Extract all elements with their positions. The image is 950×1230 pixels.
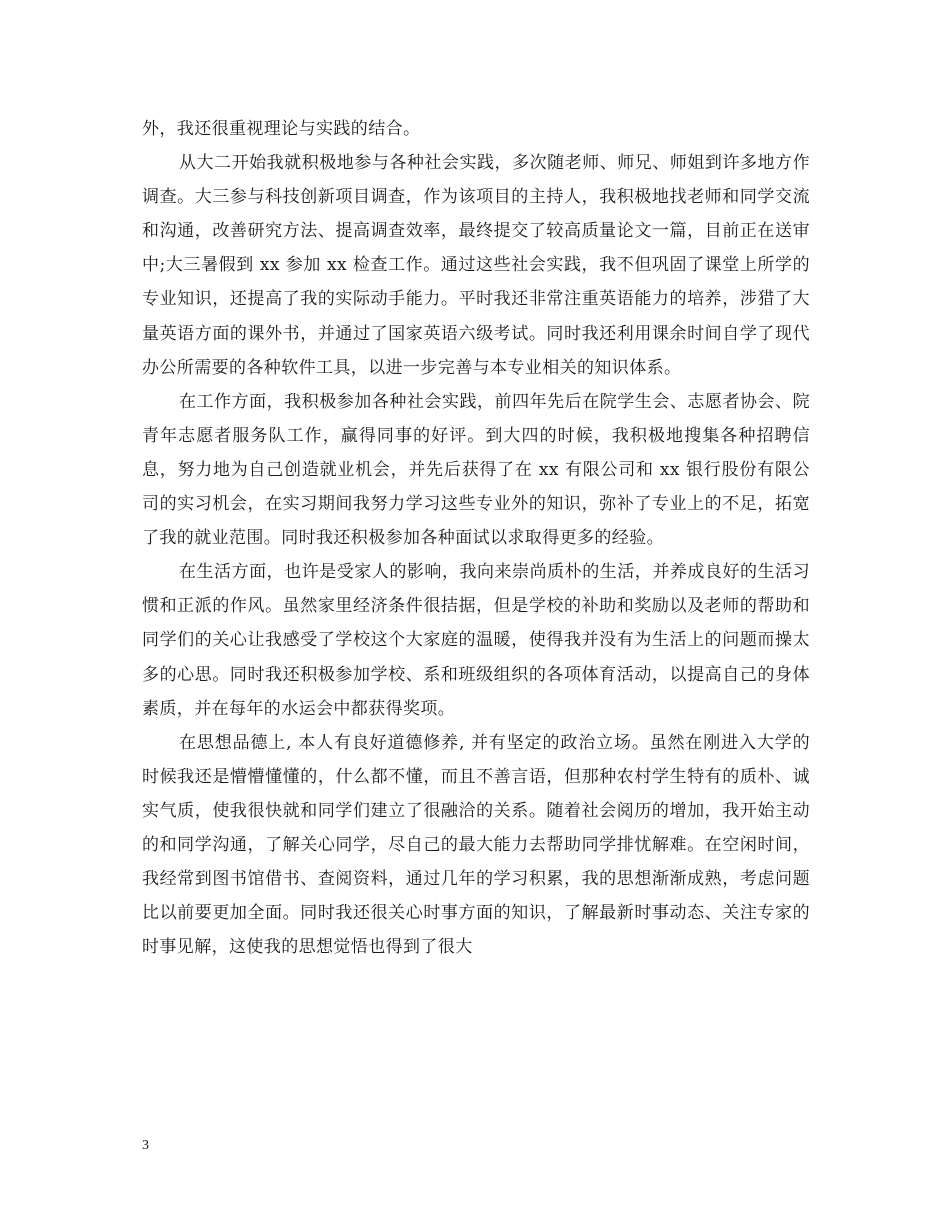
paragraph-social-practice: 从大二开始我就积极地参与各种社会实践，多次随老师、师兄、师姐到许多地方作调查。大三参与科技创新项目调查，作为该项目的主持人，我积极地找老师和同学交流和沟通，改善研究方法、提高调查效率，最终提交了较高质量论文一篇，目前正在送审中;大三暑假到 xx 参加 xx 检查工作。通过这些社会实践，我不但巩固了课堂上所学的专业知识，还提高了我的实际动手能力。平时我还非常注重英语能力的培养，涉猎了大量英语方面的课外书，并通过了国家英语六级考试。同时我还利用课余时间自学了现代办公所需要的各种软件工具，以进一步完善与本专业相关的知识体系。 bbox=[142, 153, 810, 378]
paragraph-life: 在生活方面，也许是受家人的影响，我向来崇尚质朴的生活，并养成良好的生活习惯和正派的作风。虽然家里经济条件很拮据，但是学校的补助和奖励以及老师的帮助和同学们的关心让我感受了学校这个大家庭的温暖，使得我并没有为生活上的问题而操太多的心思。同时我还积极参加学校、系和班级组织的各项体育活动，以提高自己的身体素质，并在每年的水运会中都获得奖项。 bbox=[142, 562, 810, 719]
paragraph-continuation: 外，我还很重视理论与实践的结合。 bbox=[142, 119, 421, 139]
page-number: 3 bbox=[142, 1138, 149, 1153]
paragraph-work: 在工作方面，我积极参加各种社会实践，前四年先后在院学生会、志愿者协会、院青年志愿者服务队工作，赢得同事的好评。到大四的时候，我积极地搜集各种招聘信息，努力地为自己创造就业机会，并先后获得了在 xx 有限公司和 xx 银行股份有限公司的实习机会，在实习期间我努力学习这些专业外的知识，弥补了专业上的不足，拓宽了我的就业范围。同时我还积极参加各种面试以求取得更多的经验。 bbox=[142, 391, 810, 549]
document-body bbox=[142, 112, 810, 964]
paragraph-ideology: 在思想品德上, 本人有良好道德修养, 并有坚定的政治立场。虽然在刚进入大学的时候我还是懵懵懂懂的，什么都不懂，而且不善言语，但那种农村学生特有的质朴、诚实气质，使我很快就和同学们建立了很融洽的关系。随着社会阅历的增加，我开始主动的和同学沟通，了解关心同学，尽自己的最大能力去帮助同学排忧解难。在空闲时间，我经常到图书馆借书、查阅资料，通过几年的学习积累，我的思想渐渐成熟，考虑问题比以前要更加全面。同时我还很关心时事方面的知识，了解最新时事动态、关注专家的时事见解，这使我的思想觉悟也得到了很大 bbox=[142, 732, 810, 958]
